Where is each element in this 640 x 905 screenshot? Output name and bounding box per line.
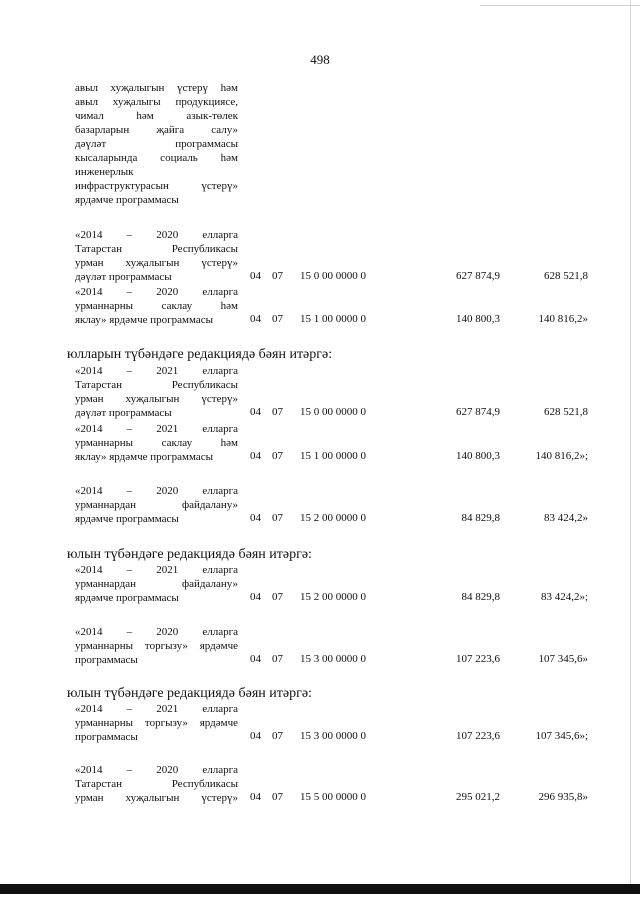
- description-line: урманнарны саклау һәм: [75, 437, 238, 449]
- edit-instruction-heading: юлларын түбәндәге редакциядә бәян итәргә:: [67, 347, 333, 362]
- row-description: [75, 285, 238, 327]
- description-line: авыл хуҗалыгын үстерү һәм: [75, 82, 238, 94]
- amount-second-year: 628 521,8: [544, 270, 588, 282]
- description-line: ярдәмче программасы: [75, 194, 179, 206]
- subsection-code: 07: [272, 406, 283, 418]
- target-item-code: 15 1 00 0000 0: [300, 450, 366, 462]
- description-line: Татарстан Республикасы: [75, 379, 238, 391]
- section-code: 04: [250, 591, 261, 603]
- description-line: инженерлык: [75, 166, 134, 178]
- target-item-code: 15 2 00 0000 0: [300, 591, 366, 603]
- subsection-code: 07: [272, 270, 283, 282]
- section-code: 04: [250, 791, 261, 803]
- amount-second-year: 107 345,6»: [538, 653, 588, 665]
- description-line: «2014 – 2020 елларга: [75, 286, 238, 298]
- description-line: программасы: [75, 731, 138, 743]
- row-description: [75, 563, 238, 605]
- amount-second-year: 83 424,2»: [544, 512, 588, 524]
- subsection-code: 07: [272, 591, 283, 603]
- section-code: 04: [250, 270, 261, 282]
- amount-first-year: 107 223,6: [456, 653, 500, 665]
- description-line: Татарстан Республикасы: [75, 778, 238, 790]
- scan-bottom-border: [0, 884, 640, 894]
- description-line: ярдәмче программасы: [75, 513, 179, 525]
- amount-first-year: 627 874,9: [456, 406, 500, 418]
- section-code: 04: [250, 313, 261, 325]
- description-line: урманнарны торгызу» ярдәмче: [75, 717, 238, 729]
- row-description: [75, 702, 238, 744]
- amount-second-year: 140 816,2»: [538, 313, 588, 325]
- subsection-code: 07: [272, 313, 283, 325]
- description-line: урман хуҗалыгын үстерү»: [75, 792, 238, 804]
- target-item-code: 15 5 00 0000 0: [300, 791, 366, 803]
- edit-instruction-heading: юлын түбәндәге редакциядә бәян итәргә:: [67, 547, 312, 562]
- target-item-code: 15 2 00 0000 0: [300, 512, 366, 524]
- description-line: урман хуҗалыгын үстерү»: [75, 393, 238, 405]
- description-line: «2014 – 2021 елларга: [75, 365, 238, 377]
- section-code: 04: [250, 406, 261, 418]
- description-line: дәүләт программасы: [75, 138, 238, 150]
- description-line: «2014 – 2021 елларга: [75, 423, 238, 435]
- section-code: 04: [250, 512, 261, 524]
- amount-first-year: 627 874,9: [456, 270, 500, 282]
- amount-first-year: 140 800,3: [456, 450, 500, 462]
- description-line: яклау» ярдәмче программасы: [75, 314, 214, 326]
- page-number: 498: [310, 52, 330, 67]
- row-description: [75, 422, 238, 464]
- description-line: урманнарны торгызу» ярдәмче: [75, 640, 238, 652]
- description-line: дәүләт программасы: [75, 271, 172, 283]
- description-line: базарларын җайга салу»: [75, 124, 238, 136]
- description-line: «2014 – 2020 елларга: [75, 485, 238, 497]
- amount-second-year: 628 521,8: [544, 406, 588, 418]
- scan-top-line: [480, 5, 640, 6]
- description-line: чимал һәм азык-төлек: [75, 110, 238, 122]
- amount-first-year: 107 223,6: [456, 730, 500, 742]
- description-line: «2014 – 2020 елларга: [75, 626, 238, 638]
- description-line: урманнарны саклау һәм: [75, 300, 238, 312]
- target-item-code: 15 3 00 0000 0: [300, 653, 366, 665]
- target-item-code: 15 0 00 0000 0: [300, 406, 366, 418]
- description-line: программасы: [75, 654, 138, 666]
- subsection-code: 07: [272, 653, 283, 665]
- description-line: дәүләт программасы: [75, 407, 172, 419]
- row-description: [75, 228, 238, 284]
- subsection-code: 07: [272, 512, 283, 524]
- description-line: «2014 – 2021 елларга: [75, 564, 238, 576]
- amount-second-year: 140 816,2»;: [535, 450, 588, 462]
- row-description: [75, 763, 238, 805]
- row-description: [75, 484, 238, 526]
- description-line: урманнардан файдалану»: [75, 578, 238, 590]
- scan-edge-line: [630, 0, 631, 884]
- description-line: инфраструктурасын үстерү»: [75, 180, 238, 192]
- target-item-code: 15 3 00 0000 0: [300, 730, 366, 742]
- edit-instruction-heading: юлын түбәндәге редакциядә бәян итәргә:: [67, 686, 312, 701]
- section-code: 04: [250, 450, 261, 462]
- amount-first-year: 140 800,3: [456, 313, 500, 325]
- description-line: «2014 – 2020 елларга: [75, 764, 238, 776]
- description-line: урман хуҗалыгын үстерү»: [75, 257, 238, 269]
- amount-second-year: 107 345,6»;: [535, 730, 588, 742]
- subsection-code: 07: [272, 730, 283, 742]
- description-line: урманнардан файдалану»: [75, 499, 238, 511]
- target-item-code: 15 1 00 0000 0: [300, 313, 366, 325]
- description-line: «2014 – 2020 елларга: [75, 229, 238, 241]
- amount-second-year: 83 424,2»;: [540, 591, 588, 603]
- description-line: авыл хуҗалыгы продукциясе,: [75, 96, 238, 108]
- amount-first-year: 295 021,2: [456, 791, 500, 803]
- subsection-code: 07: [272, 450, 283, 462]
- section-code: 04: [250, 730, 261, 742]
- row-description: [75, 81, 238, 207]
- row-description: [75, 625, 238, 667]
- description-line: кысаларында социаль һәм: [75, 152, 238, 164]
- row-description: [75, 364, 238, 420]
- amount-first-year: 84 829,8: [461, 591, 500, 603]
- description-line: «2014 – 2021 елларга: [75, 703, 238, 715]
- target-item-code: 15 0 00 0000 0: [300, 270, 366, 282]
- subsection-code: 07: [272, 791, 283, 803]
- description-line: яклау» ярдәмче программасы: [75, 451, 214, 463]
- amount-first-year: 84 829,8: [461, 512, 500, 524]
- description-line: ярдәмче программасы: [75, 592, 179, 604]
- section-code: 04: [250, 653, 261, 665]
- amount-second-year: 296 935,8»: [538, 791, 588, 803]
- description-line: Татарстан Республикасы: [75, 243, 238, 255]
